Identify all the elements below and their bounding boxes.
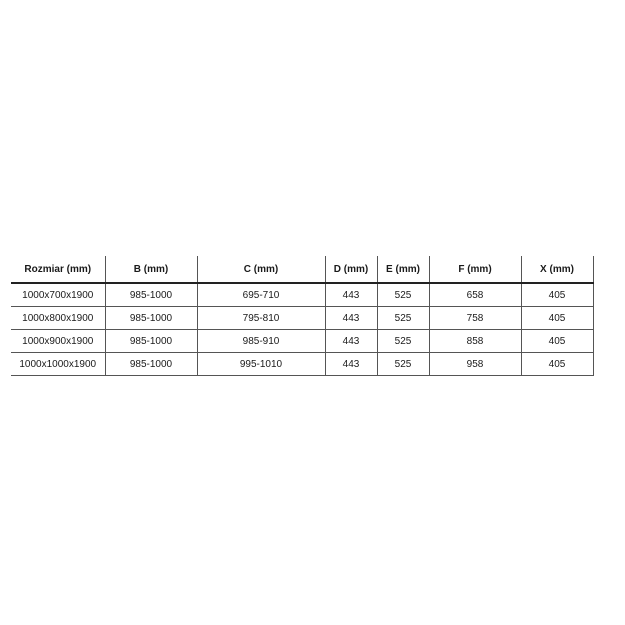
cell-x: 405: [521, 330, 593, 353]
cell-d: 443: [325, 330, 377, 353]
cell-b: 985-1000: [105, 353, 197, 376]
cell-f: 658: [429, 283, 521, 307]
cell-rozmiar: 1000x900x1900: [11, 330, 105, 353]
header-d: D (mm): [325, 256, 377, 283]
cell-f: 858: [429, 330, 521, 353]
cell-e: 525: [377, 283, 429, 307]
table-row: [11, 330, 593, 353]
header-rozmiar: Rozmiar (mm): [11, 256, 105, 283]
cell-c: 995-1010: [197, 353, 325, 376]
table-header-row: [11, 256, 593, 283]
dimensions-table: [11, 256, 594, 376]
header-x: X (mm): [521, 256, 593, 283]
table-row: [11, 283, 593, 307]
cell-d: 443: [325, 283, 377, 307]
cell-rozmiar: 1000x800x1900: [11, 307, 105, 330]
cell-rozmiar: 1000x700x1900: [11, 283, 105, 307]
cell-b: 985-1000: [105, 283, 197, 307]
header-c: C (mm): [197, 256, 325, 283]
cell-d: 443: [325, 353, 377, 376]
cell-c: 985-910: [197, 330, 325, 353]
cell-x: 405: [521, 307, 593, 330]
cell-b: 985-1000: [105, 307, 197, 330]
cell-f: 958: [429, 353, 521, 376]
cell-rozmiar: 1000x1000x1900: [11, 353, 105, 376]
cell-c: 795-810: [197, 307, 325, 330]
table-row: [11, 307, 593, 330]
cell-e: 525: [377, 330, 429, 353]
cell-f: 758: [429, 307, 521, 330]
header-e: E (mm): [377, 256, 429, 283]
header-f: F (mm): [429, 256, 521, 283]
cell-x: 405: [521, 283, 593, 307]
cell-d: 443: [325, 307, 377, 330]
cell-e: 525: [377, 307, 429, 330]
header-b: B (mm): [105, 256, 197, 283]
cell-b: 985-1000: [105, 330, 197, 353]
cell-c: 695-710: [197, 283, 325, 307]
cell-e: 525: [377, 353, 429, 376]
table-row: [11, 353, 593, 376]
cell-x: 405: [521, 353, 593, 376]
